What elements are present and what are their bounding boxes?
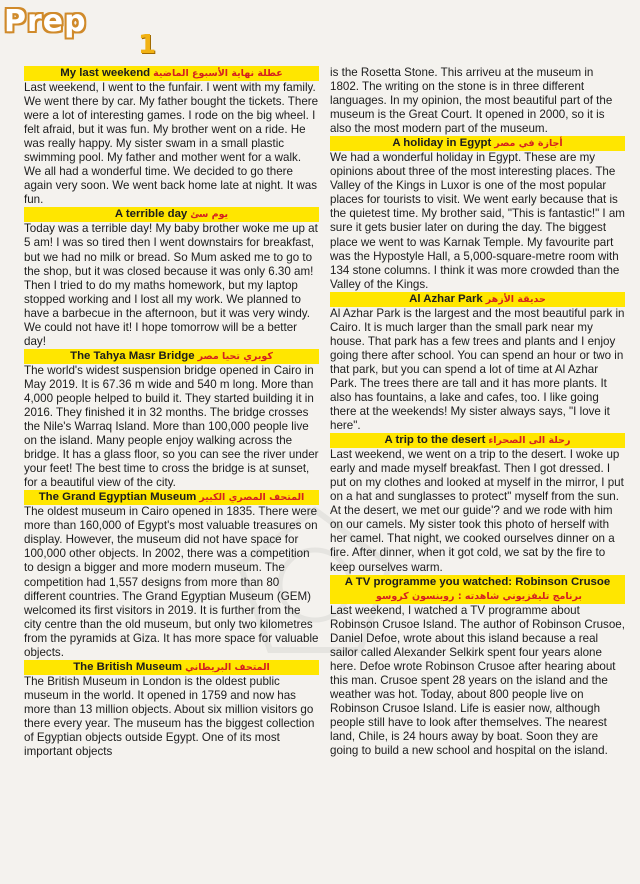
section-heading-grand-egyptian-museum: The Grand Egyptian Museum المتحف المصري الكبير	[24, 490, 319, 505]
section-body-al-azhar-park: Al Azhar Park is the largest and the most beautiful park in Cairo. It is much larger than the small park near my house. That park has a few trees and plants and I enjoy going there after school. You can spend an hour or two in that park, but you can spend a lot of time at Al Azhar Park. The trees there are tall and it has more plants. It also has fountains, a lake and cafes, too. I like going there at the weekends! My sister always says, "I love it here".	[330, 306, 625, 433]
section-heading-tv-programme: A TV programme you watched: Robinson Crusoe برنامج تليفزيوني شاهدته : روبنسون كروسو	[330, 575, 625, 604]
prep-logo: Prep	[4, 4, 87, 39]
section-heading-terrible-day: A terrible day يوم سئ	[24, 207, 319, 222]
section-body-holiday-in-egypt: We had a wonderful holiday in Egypt. These are my opinions about three of the most interesting places. The Valley of the Kings in Luxor is one of the most popular places for tourists to visit. We went early because that is the quietest time. My brother said, "This is fantastic!" I am sure it gets busier later on during the day. The biggest place we went to was Karnak Temple. My favourite part was the Hypostyle Hall, a 5,000-square-metre room with 134 stone columns. I think it was more crowded than the Valley of the Kings.	[330, 151, 625, 291]
section-body-tv-programme: Last weekend, I watched a TV programme about Robinson Crusoe Island. The author of Robinson Crusoe, Daniel Defoe, wrote about this island because a real sailor called Alexander Selkirk spent four years alone here. Defoe wrote Robinson Crusoe after hearing about this man. Crusoe spent 28 years on the island and the weather was hot. Today, about 800 people live on Robinson Crusoe Island. Life is easier now, although people still have to look after themselves. The nearest land, Chile, is 24 hours away by boat. Soon they are going to build a new school and hospital on the island.	[330, 603, 625, 758]
section-body-tahya-masr-bridge: The world's widest suspension bridge opened in Cairo in May 2019. It is 67.36 m wide and 540 m long. More than 4,000 people helped to build it. They started building it in 2016. They finished it in 32 months. The bridge crosses the Nile's Warraq Island. More than 100,000 people live on the island. Many people enjoy walking across the bridge. It has a glass floor, so you can see the river under your feet! The best time to cross the bridge is at sunset, for a beautiful view of the city.	[24, 363, 319, 490]
section-heading-tahya-masr-bridge: The Tahya Masr Bridge كوبري تحيا مصر	[24, 349, 319, 364]
section-body-my-last-weekend: Last weekend, I went to the funfair. I went with my family. We went there by car. My father bought the tickets. There were a lot of interesting games. I rode on the big wheel. I felt afraid, but it was fun. My brother went on a ride. He was really happy. My sister swam in a small plastic swimming pool. My father and mother went for a walk. We all had a wonderful time. We decided to go there again very soon. We went back home late at night. It was fun.	[24, 81, 319, 207]
section-body-grand-egyptian-museum: The oldest museum in Cairo opened in 1835. There were more than 160,000 of Egypt's most valuable treasures on display. However, the museum did not have space for 100,000 other objects. In 2002, there was a competition to design a bigger and more modern museum. The competition had 1,557 designs from more than 80 different countries. The Grand Egyptian Museum (GEM) welcomed its first visitors in 2019. It is further from the city centre than the old museum, but only two kilometres from the pyramids at Giza. It has more space for valuable objects.	[24, 505, 319, 659]
section-heading-al-azhar-park: Al Azhar Park حديقة الأزهر	[330, 292, 625, 307]
section-heading-trip-to-desert: A trip to the desert رحلة الى الصحراء	[330, 433, 625, 448]
left-column	[24, 66, 319, 759]
section-heading-my-last-weekend: My last weekend عطلة نهاية الأسبوع الماضية	[24, 66, 319, 81]
section-heading-holiday-in-egypt: A holiday in Egypt أجازة في مصر	[330, 136, 625, 151]
grade-number: 1	[138, 30, 157, 60]
section-body-british-museum: The British Museum in London is the oldest public museum in the world. It opened in 1759 and now has more than 13 million objects. About six million visitors go there every year. The museum has the biggest collection of Egyptian objects outside Egypt. One of its most important objects	[24, 674, 315, 759]
section-body-terrible-day: Today was a terrible day! My baby brother woke me up at 5 am! I was so tired then I went downstairs for breakfast, but we had no milk or bread. So Mum asked me to go to the shop, but it was closed because it was only 6.30 am! Then I tried to do my maths homework, but my laptop stopped working and I lost all my work. We planned to have a barbecue in the afternoon, but it was very windy. We could not have it! I hope tomorrow will be a better day!	[24, 222, 318, 348]
right-column	[330, 66, 625, 758]
section-body-trip-to-desert: Last weekend, we went on a trip to the desert. I woke up early and made myself breakfast. Then I got dressed. I put on my clothes and looked at myself in the mirror, I put on a hat and sunglasses to protect" myself from the sun. At the desert, we met our guide'? and we rode with him on our camels. My sister took this photo of herself with her camel. That night, we cooked ourselves dinner on a fire. After dinner, when it got cold, we sat by the fire to keep ourselves warm.	[330, 448, 624, 574]
section-heading-british-museum: The British Museum المتحف البريطاني	[24, 660, 319, 675]
section-body-british-museum-continued: is the Rosetta Stone. This arriveu at the museum in 1802. The writing on the stone is in three different languages. In my opinion, the most beautiful part of the museum is the Great Court. It opened in 2000, so it is also the most modern part of the museum.	[330, 66, 613, 136]
